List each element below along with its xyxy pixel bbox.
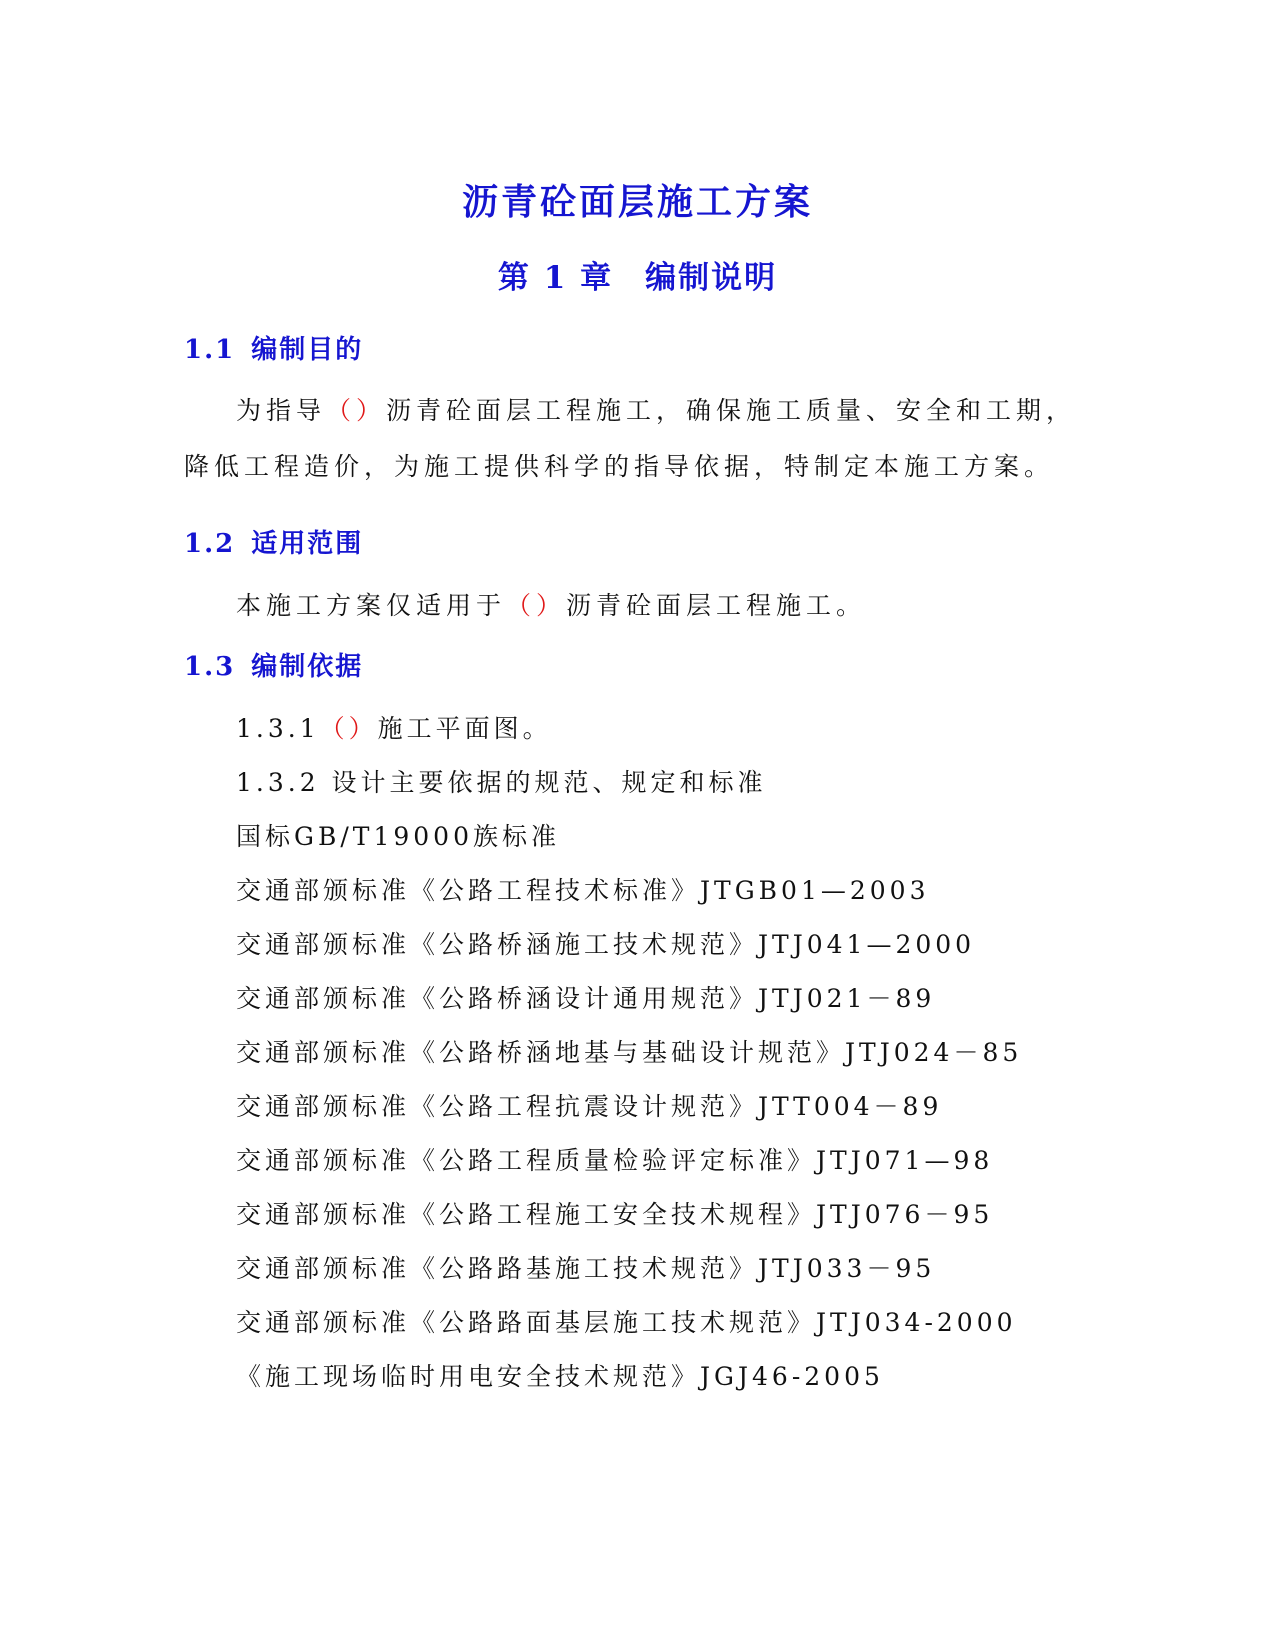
paragraph-text: 为指导	[236, 396, 327, 425]
chapter-title: 编制说明	[645, 260, 778, 296]
section-title: 编制依据	[251, 652, 364, 682]
reference-item: 交通部颁标准《公路路面基层施工技术规范》JTJ034-2000	[236, 1308, 1017, 1337]
section-title: 编制目的	[251, 335, 364, 365]
item-text: 施工平面图。	[377, 714, 552, 743]
reference-item: 国标GB/T19000族标准	[236, 822, 560, 851]
document-title: 沥青砼面层施工方案	[461, 181, 813, 223]
section-number: 1.2	[184, 529, 236, 559]
chapter-heading	[0, 256, 1275, 300]
scope-paragraph	[184, 578, 1089, 634]
reference-item: 《施工现场临时用电安全技术规范》JGJ46-2005	[236, 1362, 884, 1391]
reference-item: 交通部颁标准《公路桥涵施工技术规范》JTJ041—2000	[236, 930, 976, 959]
paragraph-text: 沥青砼面层工程施工。	[566, 591, 867, 620]
chapter-number: 第 1 章	[497, 260, 614, 296]
reference-item: 交通部颁标准《公路桥涵地基与基础设计规范》JTJ024－85	[236, 1038, 1023, 1067]
item-number: 1.3.1	[236, 714, 320, 743]
item-1-3-2: 1.3.2 设计主要依据的规范、规定和标准	[236, 768, 767, 797]
reference-item: 交通部颁标准《公路桥涵设计通用规范》JTJ021－89	[236, 984, 936, 1013]
project-name-placeholder: （）	[506, 591, 567, 620]
section-heading-1-3	[184, 649, 363, 685]
section-number: 1.3	[184, 652, 236, 682]
reference-item: 交通部颁标准《公路工程质量检验评定标准》JTJ071—98	[236, 1146, 994, 1175]
purpose-paragraph	[184, 383, 1089, 495]
project-name-placeholder: （）	[319, 714, 378, 743]
section-number: 1.1	[184, 335, 236, 365]
section-title: 适用范围	[251, 529, 364, 559]
reference-item: 交通部颁标准《公路工程抗震设计规范》JTT004－89	[236, 1092, 943, 1121]
section-heading-1-2	[184, 526, 363, 562]
project-name-placeholder: （）	[326, 396, 387, 425]
item-1-3-1	[236, 712, 552, 746]
paragraph-text: 沥青砼面层工程施工，确保施工质量、安全和工期，降低工程造价，为施工提供科学的指导依据，特制定本施工方案。	[184, 396, 1077, 481]
reference-item: 交通部颁标准《公路工程施工安全技术规程》JTJ076－95	[236, 1200, 994, 1229]
paragraph-text: 本施工方案仅适用于	[236, 591, 507, 620]
reference-item: 交通部颁标准《公路路基施工技术规范》JTJ033－95	[236, 1254, 936, 1283]
reference-item: 交通部颁标准《公路工程技术标准》JTGB01—2003	[236, 876, 930, 905]
section-heading-1-1	[184, 332, 363, 368]
